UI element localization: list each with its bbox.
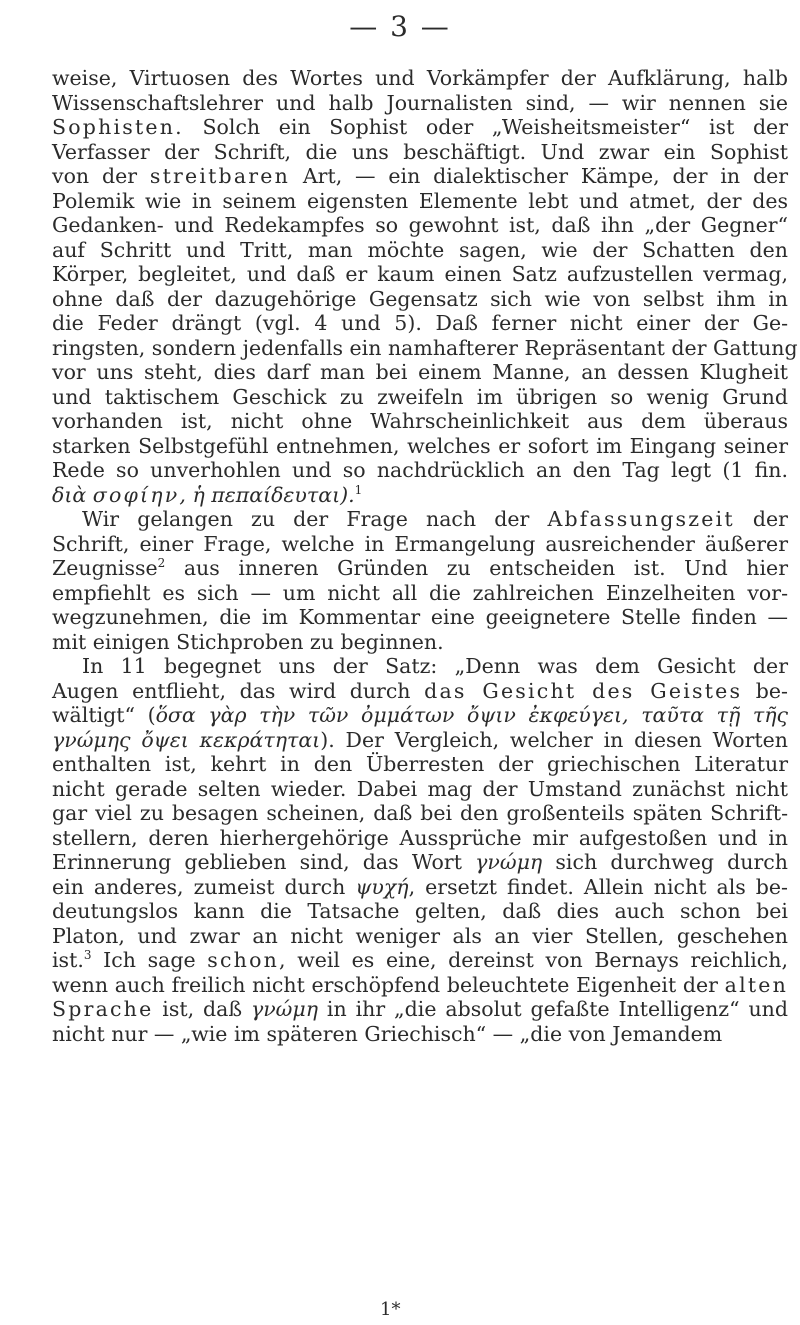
text-segment: schon [207, 948, 280, 972]
text-line [52, 262, 788, 287]
text-segment: ein anderes, zumeist durch [52, 874, 356, 899]
text-line [52, 948, 788, 973]
footnote-ref: 1 [354, 482, 363, 497]
text-segment: nicht nur — „wie im späteren Griechisch“ — „die von Jemandem [52, 1021, 723, 1046]
text-segment: Wir gelangen zu der Frage nach der [82, 507, 548, 531]
text-line [52, 801, 788, 826]
text-line [52, 140, 788, 165]
text-segment: ψυχή [355, 874, 409, 899]
text-segment: Zeugnisse [52, 556, 158, 580]
text-segment: Platon, und zwar an nicht weniger als an vier Stellen, geschehen [52, 923, 788, 948]
text-segment: διὰ [52, 482, 93, 507]
text-segment: Rede so unverhohlen und so nachdrücklich an den Tag legt (1 fin. [52, 458, 788, 482]
text-segment: In 11 begegnet uns der Satz: „Denn was dem Gesicht der [82, 654, 788, 678]
text-segment: Verfasser der Schrift, die uns beschäftigt. Und zwar ein Sophist [52, 139, 788, 164]
text-segment: σοφίην [92, 482, 180, 507]
text-line [52, 91, 788, 116]
text-segment: auf Schritt und Tritt, man möchte sagen, wie der Schatten den [52, 237, 788, 262]
text-line [52, 679, 788, 704]
text-segment: ringsten, sondern jedenfalls ein namhafterer Repräsentant der Gattung [52, 335, 798, 360]
page-number: — 3 — [349, 10, 451, 43]
text-line [52, 507, 788, 532]
text-line [52, 360, 788, 385]
text-line [52, 654, 788, 679]
text-segment: Art, — ein dialektischer Kämpe, der in der [290, 164, 789, 188]
text-segment: stellern, deren hierhergehörige Aussprüche mir aufgestoßen und in [52, 825, 788, 850]
text-line [52, 238, 788, 263]
text-segment: starken Selbstgefühl entnehmen, welches er sofort im Eingang seiner [52, 433, 788, 458]
text-segment: der [734, 507, 788, 531]
text-line [52, 115, 788, 140]
text-line [52, 924, 788, 949]
text-segment: wenn auch freilich nicht erschöpfend beleuchtete Eigenheit der [52, 972, 725, 997]
text-segment: aus inneren Gründen zu entscheiden ist. Und hier [165, 556, 788, 580]
text-segment: γνώμης ὄψει κεκράτηται [52, 727, 321, 752]
text-segment: vorhanden ist, nicht ohne Wahrscheinlichkeit aus dem überaus [52, 409, 788, 433]
text-segment: ὅσα γὰρ τὴν τῶν ὀμμάτων ὄψιν ἐκφεύγει, ταῦτα τῇ τῆς [155, 703, 788, 727]
text-segment: deutungslos kann die Tatsache gelten, daß dies auch schon bei [52, 899, 788, 923]
text-segment: Erinnerung geblieben sind, das Wort [52, 850, 476, 874]
text-line [52, 556, 788, 581]
text-line [52, 997, 788, 1022]
text-line [52, 728, 788, 753]
text-segment: wegzunehmen, die im Kommentar eine geeignetere Stelle finden — [52, 605, 788, 629]
text-line [52, 973, 788, 998]
text-segment: enthalten ist, kehrt in den Überresten der griechischen Literatur [52, 752, 788, 776]
text-segment: weise, Virtuosen des Wortes und Vorkämpfer der Aufklärung, halb [52, 66, 788, 90]
text-segment: γνώμη [250, 997, 319, 1021]
text-line [52, 777, 788, 802]
text-line [52, 335, 798, 361]
text-line [52, 703, 788, 728]
text-line [52, 164, 788, 189]
text-line [52, 630, 788, 655]
text-segment: nicht gerade selten wieder. Dabei mag der Umstand zunächst nicht [52, 776, 788, 801]
text-segment: das Gesicht des Geistes [424, 678, 743, 703]
text-line [52, 458, 788, 483]
text-line [52, 605, 788, 630]
body-text [52, 66, 798, 1046]
text-segment: ). Der Vergleich, welcher in diesen Worten [320, 727, 789, 752]
text-segment: wältigt“ ( [52, 703, 156, 727]
text-line [52, 213, 788, 238]
text-line [52, 899, 788, 924]
text-line [52, 875, 788, 900]
text-line [52, 409, 788, 434]
text-segment: mit einigen Stichproben zu beginnen. [52, 629, 444, 654]
text-line [52, 287, 788, 312]
text-segment: sich durchweg durch [542, 850, 788, 874]
text-line [52, 483, 788, 508]
text-line [52, 752, 788, 777]
footnote-ref: 3 [83, 948, 92, 963]
text-line [52, 581, 788, 606]
text-segment: ist, daß [153, 997, 251, 1021]
text-segment: Wissenschaftslehrer und halb Journalisten sind, — wir nennen sie [52, 90, 788, 115]
text-line [52, 826, 788, 851]
text-segment: in ihr „die absolut gefaßte Intelligenz“ und [318, 997, 788, 1021]
text-segment: gar viel zu besagen scheinen, daß bei den großenteils späten Schrift- [52, 801, 788, 825]
text-segment: und taktischem Geschick zu zweifeln im übrigen so wenig Grund [52, 384, 788, 409]
text-segment: ist. [52, 948, 84, 972]
text-segment: Gedanken- und Redekampfes so gewohnt ist, daß ihn „der Gegner“ [52, 213, 788, 237]
signature-mark: 1* [380, 1299, 401, 1320]
text-segment: streitbaren [149, 164, 291, 188]
text-segment: Solch ein Sophist oder „Weisheitsmeister“ ist der [183, 115, 788, 139]
text-segment: Körper, begleitet, und daß er kaum einen Satz aufzustellen vermag, [52, 262, 788, 286]
text-segment: Sophisten. [52, 115, 184, 139]
text-segment: empfiehlt es sich — um nicht all die zahlreichen Einzelheiten vor- [52, 580, 788, 605]
text-segment: be- [742, 678, 788, 703]
text-line [52, 1022, 788, 1047]
text-segment: Abfassungszeit [547, 507, 735, 531]
text-line [52, 532, 788, 557]
text-segment: γνώμη [475, 850, 543, 874]
text-segment: Polemik wie in seinem eigensten Elemente lebt und atmet, der des [52, 188, 788, 213]
footnote-ref: 2 [157, 556, 166, 571]
text-segment: von der [52, 164, 150, 188]
text-line [52, 189, 788, 214]
text-segment: Schrift, einer Frage, welche in Ermangelung ausreichender äußerer [52, 531, 788, 556]
text-segment: , ersetzt findet. Allein nicht als be- [408, 874, 788, 899]
text-line [52, 66, 788, 91]
text-segment: Augen entflieht, das wird durch [52, 678, 425, 703]
text-line [52, 434, 788, 459]
text-segment: ohne daß der dazugehörige Gegensatz sich wie von selbst ihm in [52, 286, 788, 311]
text-segment: Ich sage [91, 948, 208, 972]
text-segment: die Feder drängt (vgl. 4 und 5). Daß ferner nicht einer der Ge- [52, 311, 788, 335]
text-segment: alten [724, 972, 788, 997]
text-line [52, 850, 788, 875]
text-line [52, 385, 788, 410]
text-segment: Sprache [52, 997, 154, 1021]
text-line [52, 311, 788, 336]
text-segment: , ἡ πεπαίδευται). [179, 482, 355, 507]
text-segment: vor uns steht, dies darf man bei einem Manne, an dessen Klugheit [52, 360, 788, 384]
text-segment: , weil es eine, dereinst von Bernays reichlich, [279, 948, 789, 972]
